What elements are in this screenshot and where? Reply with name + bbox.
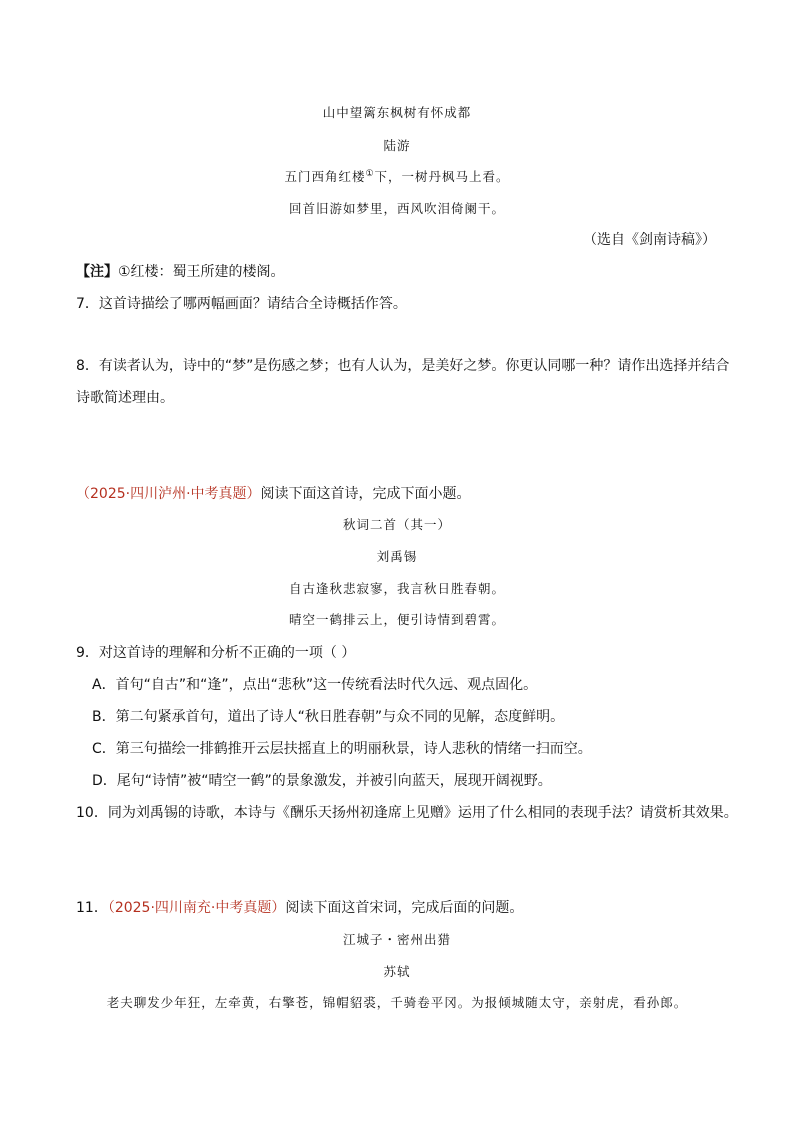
poem2-line1: 自古逢秋悲寂寥，我言秋日胜春朝。 xyxy=(288,581,505,596)
question-11-instruction: 阅读下面这首宋词，完成后面的问题。 xyxy=(285,900,524,916)
section2-intro xyxy=(76,485,471,503)
poem2-title: 秋词二首（其一） xyxy=(342,517,451,532)
poem2-line2: 晴空一鹤排云上，便引诗情到碧霄。 xyxy=(288,612,505,627)
question-8-line1: 8．有读者认为，诗中的“梦”是伤感之梦；也有人认为，是美好之梦。你更认同哪一种？请作出选择并结合 xyxy=(76,358,730,374)
poem1-line2: 回首旧游如梦里，西风吹泪倚阑干。 xyxy=(288,201,505,216)
question-11-source-tag: （2025·四川南充·中考真题） xyxy=(107,900,286,916)
poem3-line1: 老夫聊发少年狂，左牵黄，右擎苍，锦帽貂裘，千骑卷平冈。为报倾城随太守，亲射虎，看孙郎。 xyxy=(106,995,688,1010)
annotation-text: ①红楼：蜀王所建的楼阁。 xyxy=(118,264,285,280)
poem1-line1 xyxy=(0,168,794,186)
question-11 xyxy=(76,899,523,917)
section2-source-tag: （2025·四川泸州·中考真题） xyxy=(76,486,261,502)
footnote-marker: ① xyxy=(365,168,375,179)
question-9-option-b: B．第二句紧承首句，道出了诗人“秋日胜春朝”与众不同的见解，态度鲜明。 xyxy=(92,709,565,725)
question-9-option-a: A．首句“自古”和“逢”，点出“悲秋”这一传统看法时代久远、观点固化。 xyxy=(92,677,538,693)
section2-instruction: 阅读下面这首诗，完成下面小题。 xyxy=(260,486,471,502)
poem2-author: 刘禹锡 xyxy=(376,549,418,564)
question-9-option-d: D．尾句“诗情”被“晴空一鹤”的景象激发，并被引向蓝天，展现开阔视野。 xyxy=(92,773,552,789)
poem1-line1-pre: 五门西角红楼 xyxy=(284,169,366,184)
poem3-title: 江城子・密州出猎 xyxy=(342,932,451,947)
poem1-line1-post: 下，一树丹枫马上看。 xyxy=(374,169,510,184)
poem1-source: （选自《剑南诗稿》） xyxy=(583,232,716,248)
poem1-author: 陆游 xyxy=(383,138,411,153)
question-9-stem: 9．对这首诗的理解和分析不正确的一项（ ） xyxy=(76,645,356,661)
question-10: 10．同为刘禹锡的诗歌，本诗与《酬乐天扬州初逢席上见赠》运用了什么相同的表现手法？请赏析其效果。 xyxy=(76,805,738,821)
annotation-label: 【注】 xyxy=(76,264,118,280)
annotation xyxy=(76,263,285,281)
poem1-title: 山中望篱东枫树有怀成都 xyxy=(322,105,472,120)
question-8-line2: 诗歌简述理由。 xyxy=(76,390,174,406)
poem3-author: 苏轼 xyxy=(383,964,411,979)
question-9-option-c: C．第三句描绘一排鹤推开云层扶摇直上的明丽秋景，诗人悲秋的情绪一扫而空。 xyxy=(92,741,592,757)
question-7: 7．这首诗描绘了哪两幅画面？请结合全诗概括作答。 xyxy=(76,296,407,312)
question-11-number: 11． xyxy=(76,900,108,916)
